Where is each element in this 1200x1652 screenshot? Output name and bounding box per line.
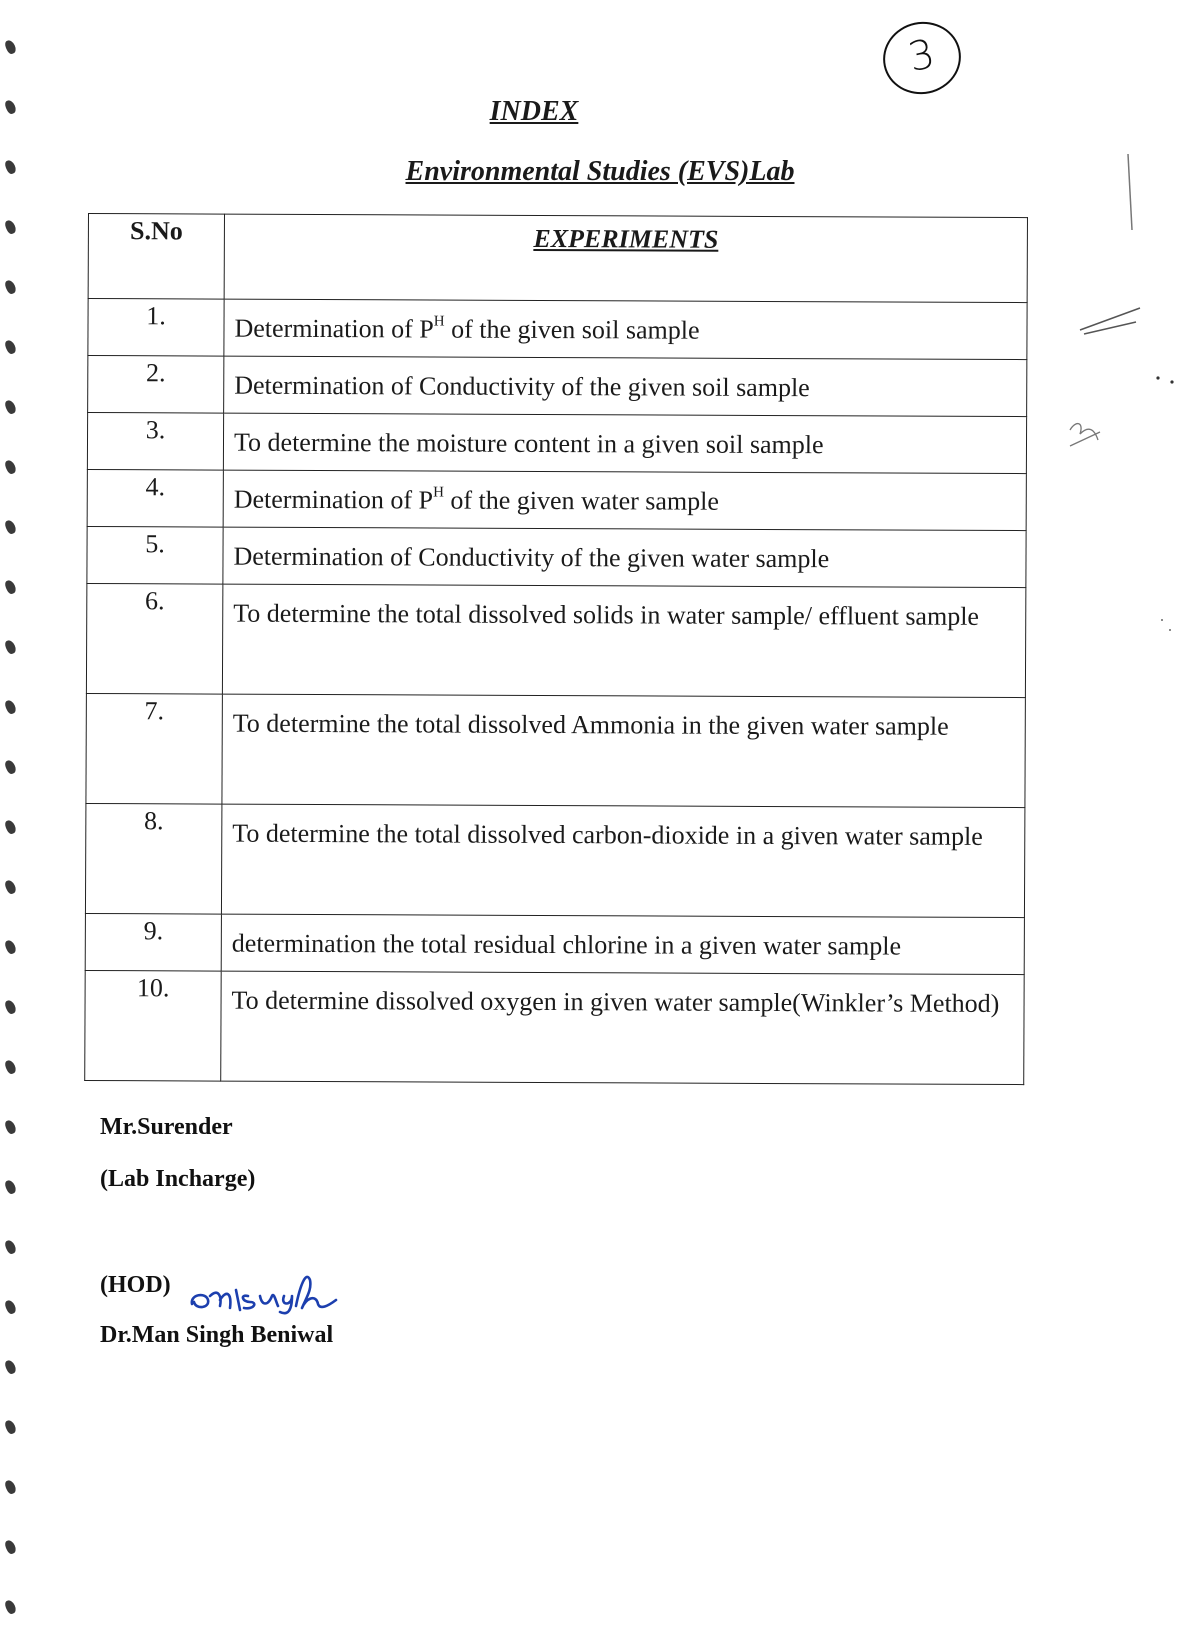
hod-signature	[188, 1266, 368, 1316]
hod-role: (HOD)	[100, 1272, 171, 1298]
index-title: INDEX	[489, 96, 579, 127]
row-experiment: To determine the moisture content in a given soil sample	[223, 413, 1026, 474]
row-experiment: To determine the total dissolved solids in water sample/ effluent sample	[222, 584, 1025, 698]
row-sno: 8.	[85, 803, 221, 914]
row-sno: 3.	[87, 413, 223, 471]
table-row	[85, 970, 1024, 1084]
experiments-header: EXPERIMENTS	[224, 214, 1027, 303]
row-sno: 1.	[88, 299, 224, 357]
row-experiment: Determination of $P^H$ of the given soil sample	[224, 299, 1027, 360]
binding-holes	[0, 0, 28, 1652]
margin-marks	[1040, 150, 1190, 710]
experiments-table	[84, 213, 1028, 1085]
row-experiment: Determination of $P^H$ of the given water sample	[223, 470, 1026, 531]
sno-header: S.No	[88, 214, 224, 300]
row-experiment: Determination of Conductivity of the given water sample	[223, 527, 1026, 588]
page-number: 3	[876, 15, 967, 102]
table-row	[86, 583, 1025, 697]
row-sno: 2.	[88, 356, 224, 414]
table-header-row	[88, 214, 1027, 303]
row-experiment: To determine the total dissolved Ammonia in the given water sample	[222, 694, 1025, 808]
table-row	[87, 526, 1026, 587]
row-experiment: To determine the total dissolved carbon-dioxide in a given water sample	[221, 804, 1024, 918]
table-row	[87, 413, 1026, 474]
table-row	[88, 356, 1027, 417]
row-sno: 4.	[87, 469, 223, 527]
lab-incharge-name: Mr.Surender	[100, 1114, 233, 1140]
table-row	[85, 913, 1024, 974]
lab-title: Environmental Studies (EVS)Lab	[405, 156, 795, 187]
table-row	[88, 299, 1027, 360]
row-sno: 6.	[86, 583, 222, 694]
hod-name: Dr.Man Singh Beniwal	[100, 1322, 334, 1348]
lab-incharge-role: (Lab Incharge)	[100, 1166, 256, 1192]
table-row	[85, 803, 1024, 917]
table-row	[87, 469, 1026, 530]
row-sno: 7.	[86, 693, 222, 804]
row-sno: 10.	[85, 970, 221, 1081]
row-experiment: To determine dissolved oxygen in given water sample(Winkler’s Method)	[221, 971, 1024, 1085]
row-experiment: Determination of Conductivity of the given soil sample	[224, 356, 1027, 417]
row-sno: 9.	[85, 913, 221, 971]
row-experiment: determination the total residual chlorine in a given water sample	[221, 914, 1024, 975]
row-sno: 5.	[87, 526, 223, 584]
table-row	[86, 693, 1025, 807]
